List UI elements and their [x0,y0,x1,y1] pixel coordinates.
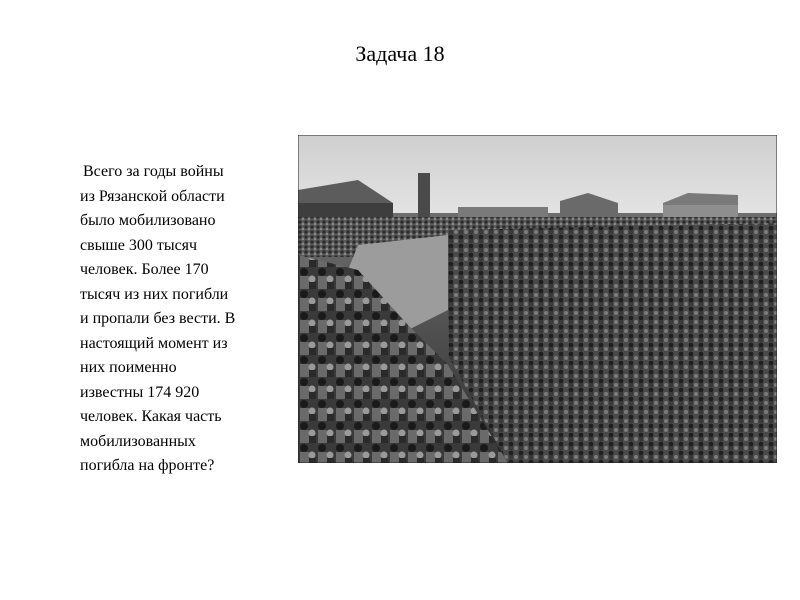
slide-title: Задача 18 [355,41,445,66]
problem-text-line: настоящий момент из [80,334,228,352]
problem-text-line: из Рязанской области [80,187,225,205]
problem-text [80,160,295,479]
problem-text-line: и пропали без вести. В [80,310,236,327]
problem-text-line: человек. Какая часть [80,408,222,425]
problem-text-line: мобилизованных [80,432,196,450]
problem-text-line: них поименно [80,359,177,376]
problem-text-line: человек. Более 170 [80,261,209,278]
problem-text-line: свыше 300 тысяч [80,236,198,254]
crowd-photo-image [298,135,777,463]
problem-text-line: погибла на фронте? [80,457,215,474]
problem-text-line: Всего за годы войны [83,163,224,180]
problem-text-line: известны 174 920 [80,383,200,401]
historical-photo [298,135,777,463]
problem-text-line: было мобилизовано [80,212,216,229]
problem-text-line: тысяч из них погибли [80,285,229,303]
